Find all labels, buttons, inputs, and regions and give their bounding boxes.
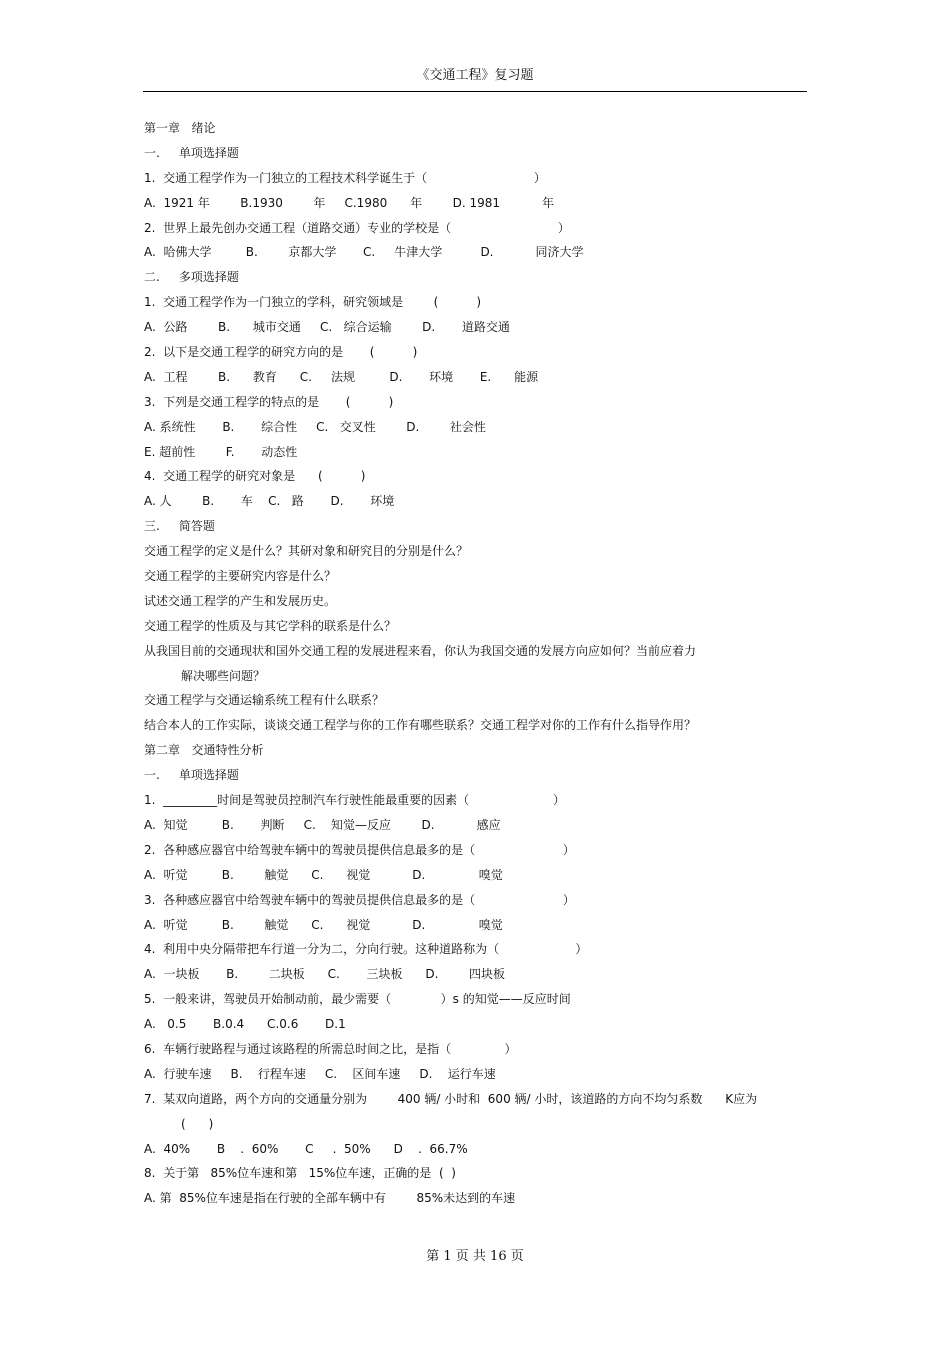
question: 4. 交通工程学的研究对象是 ( ) [144,469,366,484]
options: A. 行驶车速 B. 行程车速 C. 区间车速 D. 运行车速 [144,1066,496,1081]
question: 5. 一般来讲，驾驶员开始制动前，最少需要（ ）s 的知觉——反应时间 [144,992,571,1007]
question-continuation: ( ) [181,1116,214,1131]
question: 3. 下列是交通工程学的特点的是 ( ) [144,394,394,409]
options: A. 第 85%位车速是指在行驶的全部车辆中有 85%未达到的车速 [144,1191,516,1206]
question: 3. 各种感应器官中给驾驶车辆中的驾驶员提供信息最多的是（ ） [144,892,575,907]
page-footer: 第 1 页 共 16 页 [426,1249,524,1264]
short-answer-question: 交通工程学与交通运输系统工程有什么联系？ [144,693,385,708]
question: 8. 关于第 85%位车速和第 15%位车速，正确的是 ( ) [144,1166,456,1181]
options: A. 知觉 B. 判断 C. 知觉—反应 D. 感应 [144,817,501,832]
question: 2. 以下是交通工程学的研究方向的是 ( ) [144,345,418,360]
short-answer-question: 交通工程学的性质及与其它学科的联系是什么？ [144,618,397,633]
question: 1. 交通工程学作为一门独立的工程技术科学诞生于（ ） [144,170,546,185]
header-rule [143,91,807,92]
short-answer-question: 交通工程学的主要研究内容是什么？ [144,569,337,584]
options: A. 系统性 B. 综合性 C. 交叉性 D. 社会性 [144,419,486,434]
short-answer-question: 试述交通工程学的产生和发展历史。 [144,593,337,608]
options: A. 一块板 B. 二块板 C. 三块板 D. 四块板 [144,967,505,982]
options: A. 1921 年 B.1930 年 C.1980 年 D. 1981 年 [144,195,554,210]
document-body [144,117,808,1212]
options: A. 人 B. 车 C. 路 D. 环境 [144,494,395,509]
section-short-answer: 三. 简答题 [144,519,215,534]
question: 4. 利用中央分隔带把车行道一分为二，分向行驶。这种道路称为（ ） [144,942,588,957]
question: 1. _________时间是驾驶员控制汽车行驶性能最重要的因素（ ） [144,793,565,808]
section-single-choice: 一. 单项选择题 [144,145,239,160]
options: A. 公路 B. 城市交通 C. 综合运输 D. 道路交通 [144,320,510,335]
short-answer-continuation: 解决哪些问题？ [181,668,266,683]
chapter-2-title: 第二章 交通特性分析 [144,743,264,758]
options: A. 0.5 B.0.4 C.0.6 D.1 [144,1017,346,1032]
options: A. 哈佛大学 B. 京都大学 C. 牛津大学 D. 同济大学 [144,245,584,260]
page-header-title: 《交通工程》复习题 [416,68,534,83]
question: 6. 车辆行驶路程与通过该路程的所需总时间之比，是指（ ） [144,1041,517,1056]
options: A. 工程 B. 教育 C. 法规 D. 环境 E. 能源 [144,369,539,384]
options: A. 40% B . 60% C . 50% D . 66.7% [144,1141,468,1156]
question: 1. 交通工程学作为一门独立的学科，研究领域是 ( ) [144,295,482,310]
options: A. 听觉 B. 触觉 C. 视觉 D. 嗅觉 [144,867,503,882]
short-answer-question: 交通工程学的定义是什么？其研对象和研究目的分别是什么？ [144,544,469,559]
short-answer-question: 结合本人的工作实际，谈谈交通工程学与你的工作有哪些联系？交通工程学对你的工作有什么指导作用？ [144,718,697,733]
options: A. 听觉 B. 触觉 C. 视觉 D. 嗅觉 [144,917,503,932]
section-single-choice: 一. 单项选择题 [144,768,239,783]
question: 7. 某双向道路，两个方向的交通量分别为 400 辆/ 小时和 600 辆/ 小时，该道路的方向不均匀系数 K应为 [144,1091,758,1106]
options: E. 超前性 F. 动态性 [144,444,298,459]
section-multi-choice: 二. 多项选择题 [144,270,239,285]
chapter-1-title: 第一章 绪论 [144,121,216,135]
question: 2. 各种感应器官中给驾驶车辆中的驾驶员提供信息最多的是（ ） [144,842,575,857]
short-answer-question: 从我国目前的交通现状和国外交通工程的发展进程来看，你认为我国交通的发展方向应如何？当前应着力 [144,643,697,658]
question: 2. 世界上最先创办交通工程（道路交通）专业的学校是（ ） [144,220,570,235]
